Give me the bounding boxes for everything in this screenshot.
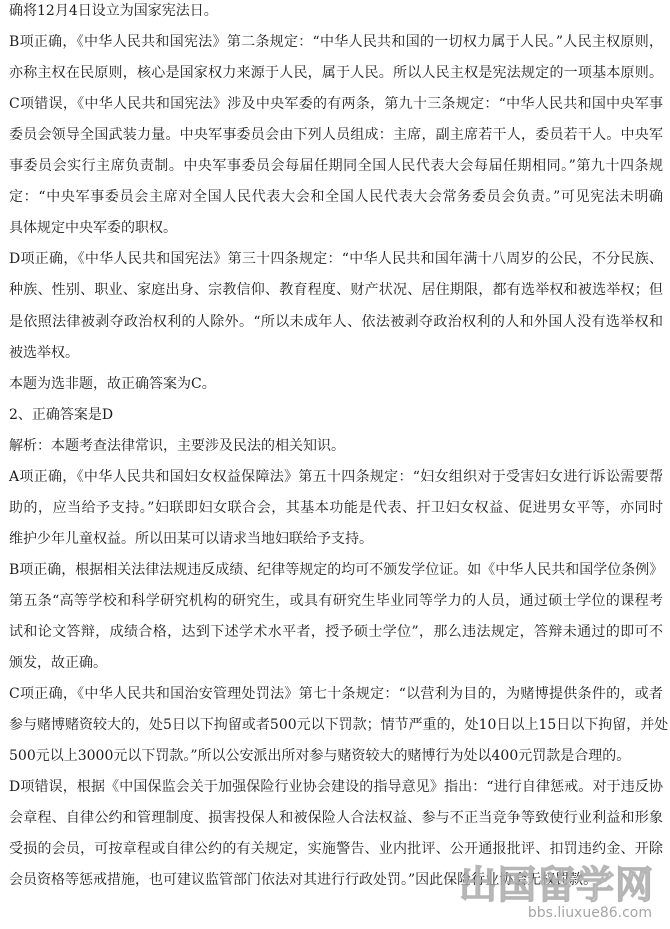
text-line: C项正确，《中华人民共和国治安管理处罚法》第七十条规定：“以营利为目的，为赌博提供条件的，或者 [9, 686, 663, 703]
text-line: 亦称主权在民原则，核心是国家权力来源于人民，属于人民。所以人民主权是宪法规定的一项基本原则。 [9, 65, 663, 82]
text-line: 是依照法律被剥夺政治权利的人除外。“所以未成年人、依法被剥夺政治权利的人和外国人没有选举权和 [9, 313, 663, 330]
text-line: 会员资格等惩戒措施，也可建议监管部门依法对其进行行政处罚。”因此保险行业协会无权罚款。 [9, 872, 598, 889]
text-line: 定：“中央军事委员会主席对全国人民代表大会和全国人民代表大会常务委员会负责。”可见宪法未明确 [9, 189, 663, 206]
text-line: B项正确，《中华人民共和国宪法》第二条规定：“中华人民共和国的一切权力属于人民。”人民主权原则， [9, 34, 663, 50]
text-line: 颁发，故正确。 [9, 655, 107, 672]
text-line: 解析：本题考查法律常识，主要涉及民法的相关知识。 [9, 437, 345, 454]
text-line: D项错误，根据《中国保监会关于加强保险行业协会建设的指导意见》指出：“进行自律惩戒。对于违反协 [9, 779, 663, 796]
text-line: D项正确，《中华人民共和国宪法》第三十四条规定：“中华人民共和国年满十八周岁的公民，不分民族、 [9, 251, 663, 268]
text-line: C项错误，《中华人民共和国宪法》涉及中央军委的有两条，第九十三条规定：“中华人民共和国中央军事 [9, 96, 663, 113]
text-line: 第五条“高等学校和科学研究机构的研究生，或具有研究生毕业同等学力的人员，通过硕士学位的课程考 [9, 593, 663, 609]
text-line: 具体规定中央军委的职权。 [9, 220, 177, 237]
text-line: 维护少年儿童权益。所以田某可以请求当地妇联给予支持。 [9, 530, 373, 547]
text-line: 会章程、自律公约和管理制度、损害投保人和被保险人合法权益、参与不正当竞争等致使行业利益和形象 [9, 810, 663, 827]
text-line: 助的，应当给予支持。”妇联即妇女联合会，其基本功能是代表、扞卫妇女权益、促进男女平等，亦同时 [9, 499, 663, 516]
text-line: A项正确，《中华人民共和国妇女权益保障法》第五十四条规定：“妇女组织对于受害妇女进行诉讼需要帮 [9, 468, 663, 485]
watermark-logo-text: 出国留学网 [458, 863, 654, 907]
text-line: 被选举权。 [9, 344, 79, 361]
text-line: 受损的会员，可按章程或自律公约的有关规定，实施警告、业内批评、公开通报批评、扣罚违约金、开除 [9, 841, 663, 858]
text-line: 参与赌博赌资较大的，处5日以下拘留或者500元以下罚款；情节严重的，处10日以上15日以下拘留，并处 [9, 717, 669, 734]
text-line: 500元以上3000元以下罚款。”所以公安派出所对参与赌资较大的赌博行为处以400元罚款是合理的。 [9, 748, 631, 765]
text-line: 本题为选非题，故正确答案为C。 [9, 375, 216, 392]
text-line: 确将12月4日设立为国家宪法日。 [9, 3, 218, 19]
text-line: 2、正确答案是D [9, 406, 114, 423]
watermark-url: bbs.liuxue86.com [527, 905, 652, 921]
text-line: 种族、性别、职业、家庭出身、宗教信仰、教育程度、财产状况、居住期限，都有选举权和被选举权；但 [9, 282, 663, 299]
text-line: 事委员会实行主席负责制。中央军事委员会每届任期同全国人民代表大会每届任期相同。”第九十四条规 [9, 158, 663, 175]
text-line: B项正确，根据相关法律法规违反成绩、纪律等规定的均可不颁发学位证。如《中华人民共和国学位条例》 [9, 561, 664, 578]
text-line: 试和论文答辩，成绩合格，达到下述学术水平者，授予硕士学位”，那么违法规定，答辩未通过的即可不 [9, 624, 663, 640]
text-line: 委员会领导全国武装力量。中央军事委员会由下列人员组成：主席，副主席若干人，委员若干人。中央军 [9, 127, 663, 144]
